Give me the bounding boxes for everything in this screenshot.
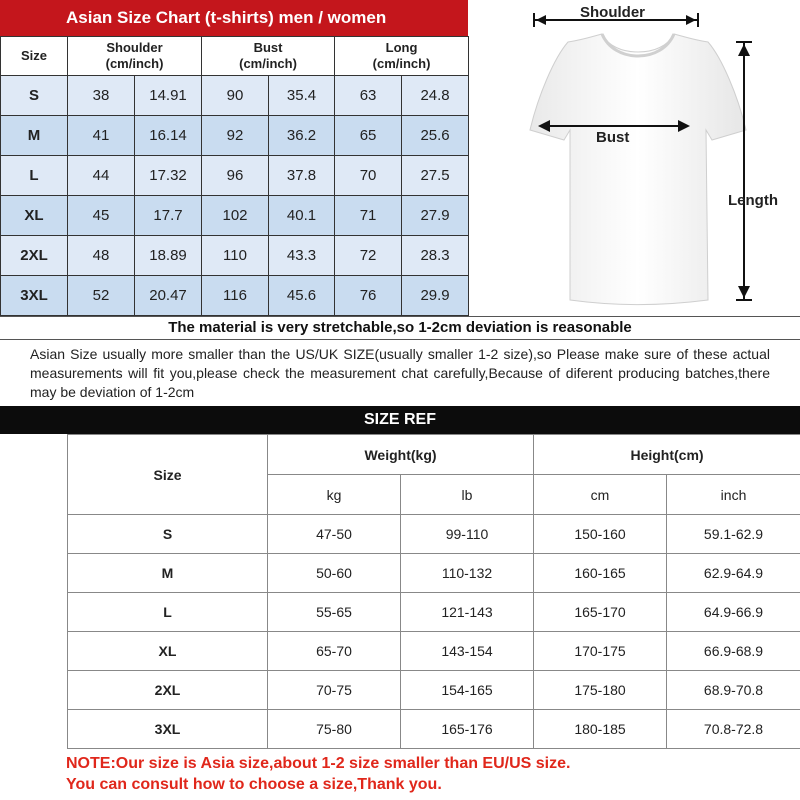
ref-header-kg: kg: [268, 475, 401, 515]
ref-cell-lb: 165-176: [401, 710, 534, 749]
ref-cell-cm: 175-180: [534, 671, 667, 710]
ref-cell-lb: 110-132: [401, 554, 534, 593]
ref-size-label: 3XL: [68, 710, 268, 749]
ref-header-height: Height(cm): [534, 435, 800, 475]
cell-long-in: 28.3: [402, 236, 469, 276]
ref-row: [68, 593, 800, 632]
cell-shoulder-cm: 41: [68, 116, 135, 156]
ref-size-label: S: [68, 515, 268, 554]
size-description: Asian Size usually more smaller than the US/UK SIZE(usually smaller 1-2 size),so Please make sure of these actual measurements will fit you,please check the measurement chat carefully,Because of diferent producing batches,there may be deviation of 1-2cm: [30, 346, 770, 400]
cell-long-cm: 70: [335, 156, 402, 196]
ref-cell-kg: 70-75: [268, 671, 401, 710]
size-label: M: [1, 116, 68, 156]
cell-shoulder-in: 18.89: [135, 236, 202, 276]
ref-cell-cm: 165-170: [534, 593, 667, 632]
cell-long-cm: 71: [335, 196, 402, 236]
t-shirt-shape: [530, 34, 746, 305]
ref-header-size: Size: [68, 435, 268, 515]
ref-cell-cm: 180-185: [534, 710, 667, 749]
size-ref-title: SIZE REF: [0, 406, 800, 434]
cell-bust-cm: 90: [202, 76, 269, 116]
ref-row: [68, 554, 800, 593]
ref-size-label: 2XL: [68, 671, 268, 710]
cell-bust-cm: 102: [202, 196, 269, 236]
header-shoulder: Shoulder (cm/inch): [68, 37, 202, 76]
cell-shoulder-cm: 48: [68, 236, 135, 276]
cell-long-in: 25.6: [402, 116, 469, 156]
cell-bust-in: 45.6: [269, 276, 335, 316]
header-bust: Bust (cm/inch): [202, 37, 335, 76]
size-row: [1, 236, 469, 276]
cell-shoulder-in: 20.47: [135, 276, 202, 316]
ref-cell-cm: 170-175: [534, 632, 667, 671]
cell-bust-in: 40.1: [269, 196, 335, 236]
ref-cell-cm: 150-160: [534, 515, 667, 554]
cell-bust-cm: 110: [202, 236, 269, 276]
ref-cell-kg: 47-50: [268, 515, 401, 554]
bottom-note-line-2: You can consult how to choose a size,Thank you.: [66, 776, 442, 793]
bottom-note: [66, 753, 766, 795]
ref-cell-inch: 68.9-70.8: [667, 671, 800, 710]
bottom-note-line-1: NOTE:Our size is Asia size,about 1-2 size smaller than EU/US size.: [66, 755, 571, 772]
cell-bust-cm: 92: [202, 116, 269, 156]
cell-long-cm: 65: [335, 116, 402, 156]
size-row: [1, 276, 469, 316]
ref-cell-lb: 143-154: [401, 632, 534, 671]
bust-label: Bust: [596, 129, 630, 146]
cell-long-in: 24.8: [402, 76, 469, 116]
header-size: Size: [1, 37, 68, 76]
ref-row: [68, 632, 800, 671]
ref-cell-inch: 59.1-62.9: [667, 515, 800, 554]
cell-shoulder-in: 17.7: [135, 196, 202, 236]
size-table: [0, 36, 469, 316]
ref-cell-lb: 121-143: [401, 593, 534, 632]
size-row: [1, 196, 469, 236]
ref-cell-kg: 65-70: [268, 632, 401, 671]
ref-cell-inch: 66.9-68.9: [667, 632, 800, 671]
shirt-diagram: [476, 0, 800, 316]
ref-header-weight: Weight(kg): [268, 435, 534, 475]
cell-shoulder-cm: 38: [68, 76, 135, 116]
size-chart: [0, 0, 468, 316]
ref-cell-inch: 62.9-64.9: [667, 554, 800, 593]
cell-shoulder-in: 16.14: [135, 116, 202, 156]
size-label: L: [1, 156, 68, 196]
ref-size-label: XL: [68, 632, 268, 671]
ref-cell-kg: 55-65: [268, 593, 401, 632]
ref-cell-lb: 154-165: [401, 671, 534, 710]
t-shirt-illustration: [476, 0, 800, 316]
size-row: [1, 116, 469, 156]
ref-cell-cm: 160-165: [534, 554, 667, 593]
header-long: Long (cm/inch): [335, 37, 469, 76]
length-label: Length: [728, 192, 778, 209]
ref-cell-inch: 70.8-72.8: [667, 710, 800, 749]
cell-bust-in: 43.3: [269, 236, 335, 276]
cell-bust-in: 35.4: [269, 76, 335, 116]
size-ref-table-wrap: [67, 434, 800, 749]
ref-cell-inch: 64.9-66.9: [667, 593, 800, 632]
size-row: [1, 156, 469, 196]
cell-shoulder-cm: 44: [68, 156, 135, 196]
cell-long-in: 27.9: [402, 196, 469, 236]
size-row: [1, 76, 469, 116]
cell-shoulder-in: 17.32: [135, 156, 202, 196]
ref-cell-kg: 75-80: [268, 710, 401, 749]
size-label: 2XL: [1, 236, 68, 276]
shoulder-label: Shoulder: [580, 4, 646, 21]
cell-long-cm: 76: [335, 276, 402, 316]
ref-cell-kg: 50-60: [268, 554, 401, 593]
size-chart-title: Asian Size Chart (t-shirts) men / women: [0, 0, 468, 36]
ref-cell-lb: 99-110: [401, 515, 534, 554]
cell-long-cm: 63: [335, 76, 402, 116]
cell-long-in: 27.5: [402, 156, 469, 196]
ref-header-lb: lb: [401, 475, 534, 515]
cell-long-cm: 72: [335, 236, 402, 276]
size-label: XL: [1, 196, 68, 236]
cell-shoulder-cm: 52: [68, 276, 135, 316]
cell-bust-in: 36.2: [269, 116, 335, 156]
ref-row: [68, 671, 800, 710]
cell-bust-cm: 116: [202, 276, 269, 316]
ref-header-inch: inch: [667, 475, 800, 515]
ref-row: [68, 710, 800, 749]
cell-shoulder-cm: 45: [68, 196, 135, 236]
ref-size-label: M: [68, 554, 268, 593]
ref-size-label: L: [68, 593, 268, 632]
size-label: 3XL: [1, 276, 68, 316]
ref-header-cm: cm: [534, 475, 667, 515]
cell-shoulder-in: 14.91: [135, 76, 202, 116]
cell-bust-cm: 96: [202, 156, 269, 196]
cell-long-in: 29.9: [402, 276, 469, 316]
size-label: S: [1, 76, 68, 116]
cell-bust-in: 37.8: [269, 156, 335, 196]
size-ref-table: [67, 434, 800, 749]
ref-row: [68, 515, 800, 554]
stretch-note: The material is very stretchable,so 1-2cm deviation is reasonable: [0, 316, 800, 340]
